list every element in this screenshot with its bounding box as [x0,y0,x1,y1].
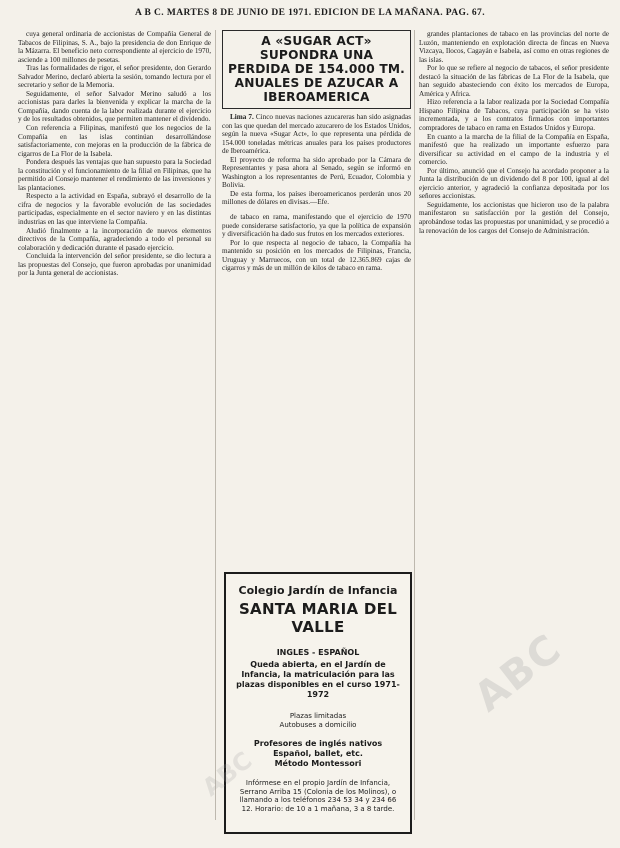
ad-announcement: Queda abierta, en el Jardín de Infancia, la matriculación para las plazas disponibles en el curso 1971-1972 [236,660,400,699]
ad-teachers: Profesores de inglés nativos Español, ballet, etc. Método Montessori [253,739,383,768]
article-paragraph: El proyecto de reforma ha sido aprobado por la Cámara de Representantes y pasa ahora al Senado, según se informó en Washington a los representantes de Perú, Ecuador, Colombia y Bolivia. [222,155,411,190]
article-lead: Cinco nuevas naciones azucareras han sido asignadas con las que quedan del mercado azucarero de los Estados Unidos, según la nueva «Sugar Act», lo que representa una pérdida de 154.000 toneladas métricas anuales para los países productores de Iberoamérica. [222,113,411,156]
article-paragraph: En cuanto a la marcha de la filial de la Compañía en España, manifestó que ha realizado un importante esfuerzo para diversificar su actividad en el campo de la industria y el comercio. [419,132,609,167]
article-paragraph: Aludió finalmente a la incorporación de nuevos elementos directivos de la Compañía, agradeciendo a todo el personal su colaboración y dedicación durante el pasado ejercicio. [18,226,211,252]
column-divider-left [215,30,216,820]
article-paragraph [222,113,411,156]
abc-watermark: ABC [466,625,571,721]
abc-watermark-secondary: ABC [197,746,258,802]
left-column [18,30,211,820]
ad-contact: Infórmese en el propio Jardín de Infancia, Serrano Arriba 15 (Colonia de los Molinos), o llamando a los teléfonos 234 53 34 y 234 66 12. Horario: de 10 a 1 mañana, 3 a 8 tarde. [239,779,397,813]
school-advertisement [224,572,412,834]
article-paragraph: Por lo que se refiere al negocio de tabacos, el señor presidente destacó la situación de las fábricas de La Flor de la Isabela, que han seguido abasteciendo con éxito los mercados de Europa, América y Africa. [419,64,609,98]
article-headline: A «SUGAR ACT» SUPONDRA UNA PERDIDA DE 154.000 TM. ANUALES DE AZUCAR A IBEROAMERICA [222,30,411,109]
article-paragraph: Por lo que respecta al negocio de tabaco, la Compañía ha mantenido su posición en los mercados de Filipinas, Francia, Uruguay y Marruecos, con un total de 12.365.869 cajas de cigarros y más de un millón de kilos de tabaco en rama. [222,238,411,273]
article-paragraph: Seguidamente, el señor Salvador Merino saludó a los accionistas para darles la bienvenida y explicar la marcha de la Compañía, dando cuenta de la labor realizada durante el ejercicio y de los resultados obtenidos, que permiten mantener el dividendo. [18,89,211,124]
column-divider-right [414,30,415,820]
article-paragraph: Hizo referencia a la labor realizada por la Sociedad Compañía Hispano Filipina de Tabacos, cuya participación se ha visto incrementada, y a los contratos firmados con importantes compradores de tabaco en rama en Estados Unidos y Europa. [419,98,609,133]
article-paragraph: Concluida la intervención del señor presidente, se dio lectura a las propuestas del Consejo, que fueron aprobadas por unanimidad por la Junta general de accionistas. [18,252,211,278]
article-paragraph: De esta forma, los países iberoamericanos perderán unos 20 millones de dólares en divisas.—Efe. [222,189,411,207]
ad-title: Colegio Jardín de Infancia [238,584,398,597]
article-paragraph: Tras las formalidades de rigor, el señor presidente, don Gerardo Salvador Merino, declaró abierta la sesión, tomando lectura por el secretario y señor de la Memoria. [18,64,211,90]
article-dateline: Lima 7. [230,113,254,121]
article-paragraph: cuya general ordinaria de accionistas de Compañía General de Tabacos de Filipinas, S. A., bajo la presidencia de don Enrique de la Mázarra. El beneficio neto correspondiente al ejercicio de 1970, asciende a 100 millones de pesetas. [18,30,211,64]
article-paragraph: Pondera después las ventajas que han supuesto para la Sociedad la constitución y el funcionamiento de la filial en Filipinas, que ha permitido al Consejo mantener el rendimiento de las inversiones y las plantaciones. [18,158,211,192]
article-paragraph: grandes plantaciones de tabaco en las provincias del norte de Luzón, manteniendo en explotación directa de fincas en Nueva Vizcaya, Ilocos, Cagayán e Isabela, así como en otras regiones de las islas. [419,30,609,64]
article-paragraph: Con referencia a Filipinas, manifestó que los negocios de la Compañía en las islas continúan desarrollándose satisfactoriamente, con mejoras en la producción de la fábrica de cigarros de La Flor de la Isabela. [18,124,211,158]
article-paragraph: de tabaco en rama, manifestando que el ejercicio de 1970 puede considerarse satisfactorio, ya que la política de expansión y diversificación ha dado sus frutos en los mercados exteriores. [222,213,411,239]
article-paragraph: Respecto a la actividad en España, subrayó el desarrollo de la cifra de negocios y la favorable evolución de las sociedades participadas, especialmente en el sector naviero y en las distintas industrias en las que interviene la Compañía. [18,192,211,227]
ad-subtitle: INGLES - ESPAÑOL [276,648,360,657]
middle-column [222,30,411,570]
ad-info: Plazas limitadas Autobuses a domicilio [279,712,357,729]
ad-school-name: SANTA MARIA DEL VALLE [238,600,398,636]
page-header: A B C. MARTES 8 DE JUNIO DE 1971. EDICION DE LA MAÑANA. PAG. 67. [135,8,485,18]
article-paragraph: Seguidamente, los accionistas que hicieron uso de la palabra manifestaron su satisfacción por la gestión del Consejo, aprobándose todas las propuestas por unanimidad, y se procedió a la renovación de los cargos del Consejo de Administración. [419,200,609,235]
article-paragraph: Por último, anunció que el Consejo ha acordado proponer a la Junta la distribución de un dividendo del 8 por 100, igual al del ejercicio anterior, y agradeció la confianza depositada por los señores accionistas. [419,166,609,201]
